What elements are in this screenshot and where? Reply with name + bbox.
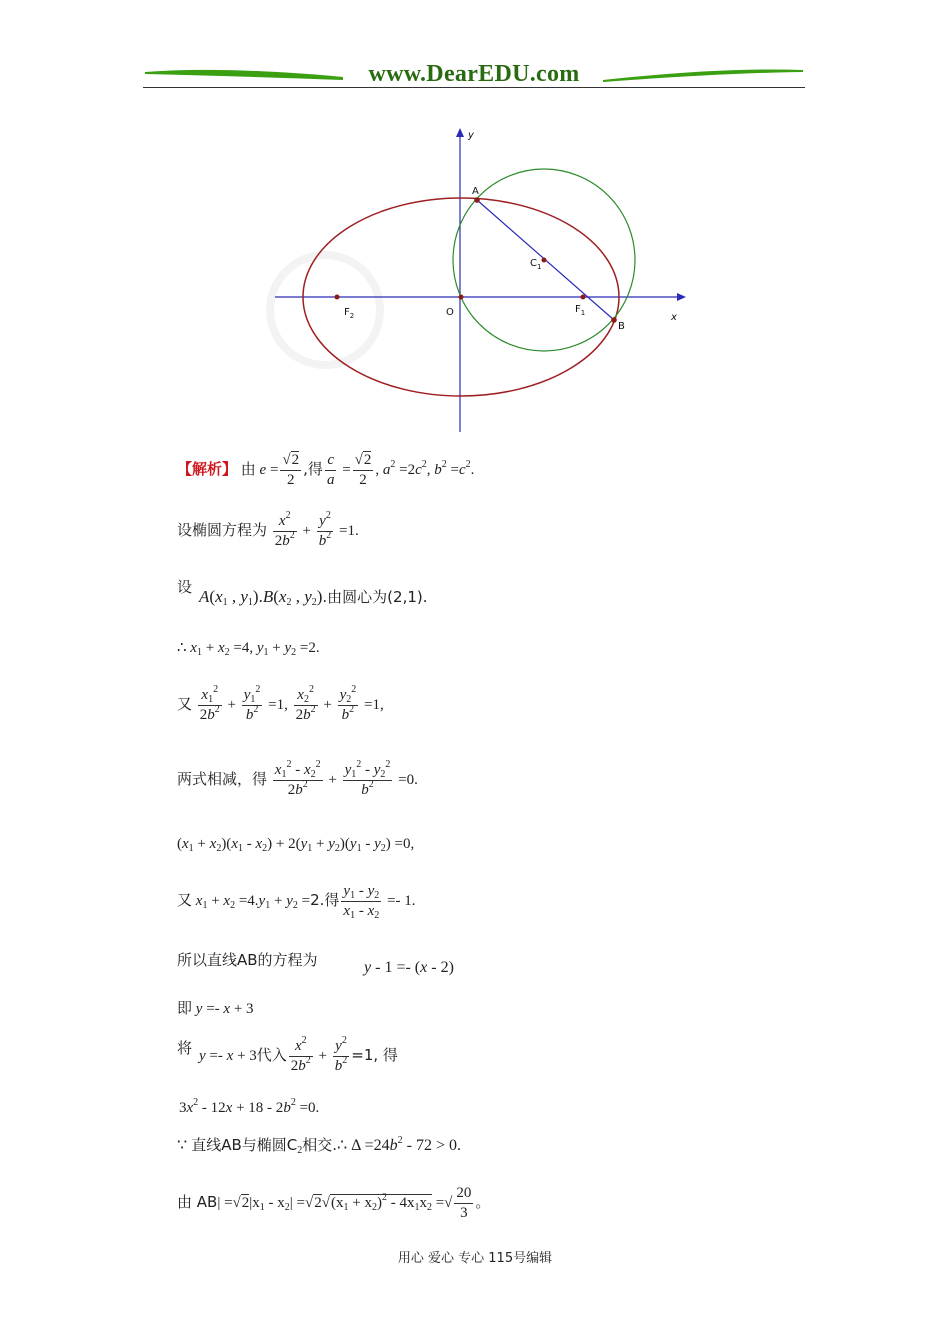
solution-line-14: 由 $AB| =√2|x_1 - x_2| =√2√(x_1 + x_2)^2 - 4x_1x_2$ =√ $\frac{20}{3}$ 。 xyxy=(177,1185,491,1221)
y-axis-arrow xyxy=(456,128,464,137)
label-y: y xyxy=(468,130,474,141)
solution-line-5: 又 $\frac{x_1^2}{2b^2}$ + $\frac{y_1^2}{b^2}$ =1, $\frac{x_2^2}{2b^2}$ + $\frac{y_2^2}{b^2}$ =1, xyxy=(177,684,384,723)
solution-line-3: 设 xyxy=(177,578,193,596)
point-f2 xyxy=(335,295,340,300)
ellipse-circle-figure xyxy=(255,120,695,438)
solution-line-10: 即 y =- x + 3 xyxy=(177,999,254,1017)
point-f1 xyxy=(581,295,586,300)
label-f2: $F_2$ xyxy=(344,307,355,320)
footer-text: 用心 爱心 专心 115号编辑 xyxy=(397,1251,553,1266)
label-o: O xyxy=(446,307,454,318)
point-a xyxy=(474,197,480,203)
point-origin xyxy=(459,295,464,300)
label-f1: $F_1$ xyxy=(575,304,586,317)
solution-line-3-math: $A(x_1$ , $y_1).B(x_2$ , $y_2$).由圆心为(2,1). xyxy=(199,587,428,608)
analysis-tag: 【解析】 xyxy=(177,459,238,478)
point-b xyxy=(611,317,617,323)
solution-line-9: 所以直线AB的方程为 xyxy=(177,951,318,969)
label-a: A xyxy=(472,186,479,197)
solution-line-6: 两式相减，得 $\frac{x_1^2 - x_2^2}{2b^2}$ + $\frac{y_1^2 - y_2^2}{b^2}$ =0. xyxy=(177,759,418,798)
label-x: x xyxy=(671,312,677,323)
solution-line-1: 【解析】 由 e = $\frac{√2}{2}$ ,得 $\frac{c}{a}$ = $\frac{√2}{2}$ , $a^2 =2c^2$, $b^2 =c^2$. xyxy=(177,452,475,488)
solution-line-4: ∴ $x_1 + x_2 =4$, $y_1 + y_2 =2$. xyxy=(177,640,320,658)
solution-line-12: $3x^2 - 12x + 18 - 2b^2 =0$. xyxy=(179,1097,320,1116)
solution-line-8: 又 $x_1 + x_2 =4.y_1 + y_2 =2$.得 $\frac{y_1 - y_2}{x_1 - x_2}$ =- 1. xyxy=(177,883,416,921)
solution-line-11-math: y =- x + 3代入 $\frac{x^2}{2b^2}$ + $\frac{y^2}{b^2}$ =1, 得 xyxy=(199,1035,398,1074)
site-title[interactable]: www.DearEDU.com xyxy=(368,61,580,87)
solution-line-7: $(x_1 + x_2)(x_1 - x_2) + 2(y_1 + y_2)(y_1 - y_2) =0$, xyxy=(177,836,415,854)
header-rule xyxy=(143,87,805,88)
label-b: B xyxy=(618,321,625,332)
x-axis-arrow xyxy=(677,293,686,301)
solution-line-2: 设椭圆方程为 $\frac{x^2}{2b^2}$ + $\frac{y^2}{b^2}$ =1. xyxy=(177,510,359,549)
point-c1 xyxy=(542,258,547,263)
solution-line-11: 将 xyxy=(177,1039,193,1057)
solution-line-9-math: y - 1 =- (x - 2) xyxy=(364,959,454,976)
label-c1: $C_1$ xyxy=(530,258,542,271)
solution-line-13: ∵ 直线AB与椭圆$C_2$相交.∴ $\Delta =24b^2 - 72 > 0$. xyxy=(177,1135,461,1156)
